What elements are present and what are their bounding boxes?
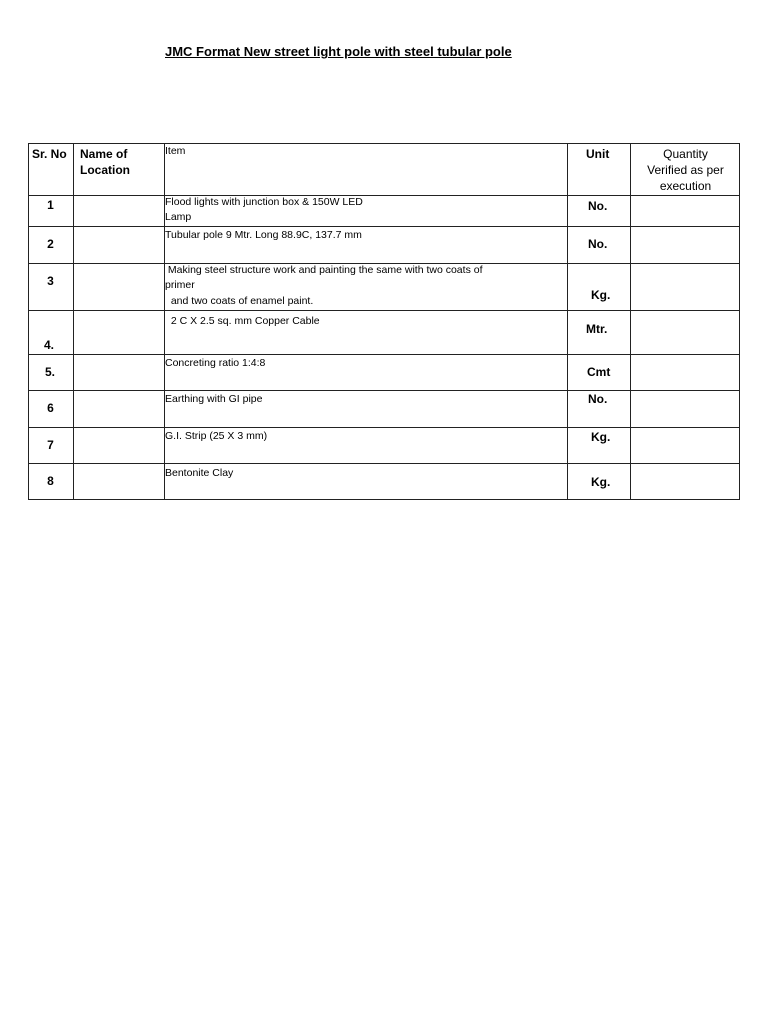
row-divider (28, 310, 740, 311)
row-sr: 7 (47, 438, 54, 452)
header-quantity-line1: Quantity (663, 147, 708, 161)
row-sr: 2 (47, 237, 54, 251)
document-title: JMC Format New street light pole with steel tubular pole (165, 44, 512, 59)
row-item: Lamp (165, 211, 192, 223)
column-divider (630, 143, 631, 500)
row-item: Concreting ratio 1:4:8 (165, 357, 266, 369)
row-unit: No. (588, 199, 608, 213)
header-quantity-line2: Verified as per (647, 163, 724, 177)
row-sr: 1 (47, 198, 54, 212)
header-unit: Unit (586, 147, 610, 161)
row-item: 2 C X 2.5 sq. mm Copper Cable (165, 315, 320, 327)
row-item: Bentonite Clay (165, 467, 234, 479)
column-divider (73, 143, 74, 500)
row-sr: 8 (47, 474, 54, 488)
row-unit: Mtr. (586, 322, 608, 336)
row-item: and two coats of enamel paint. (165, 295, 314, 307)
row-item: Making steel structure work and painting the same with two coats of (165, 264, 483, 276)
header-location-line2: Location (80, 163, 130, 177)
column-divider (567, 143, 568, 500)
row-item: Flood lights with junction box & 150W LED (165, 196, 363, 208)
row-item: Earthing with GI pipe (165, 393, 263, 405)
row-unit: No. (588, 392, 608, 406)
row-unit: No. (588, 237, 608, 251)
header-sr-no: Sr. No (32, 147, 67, 161)
jmc-table (28, 143, 740, 500)
row-unit: Kg. (591, 475, 611, 489)
row-divider (28, 354, 740, 355)
row-divider (28, 463, 740, 464)
row-divider (28, 195, 740, 196)
row-item: Tubular pole 9 Mtr. Long 88.9C, 137.7 mm (165, 229, 362, 241)
row-divider (28, 427, 740, 428)
row-unit: Kg. (591, 288, 611, 302)
row-sr: 3 (47, 274, 54, 288)
row-sr: 5. (45, 365, 56, 379)
row-unit: Kg. (591, 430, 611, 444)
header-item: Item (165, 145, 186, 157)
row-item: primer (165, 279, 195, 291)
row-divider (28, 226, 740, 227)
header-location-line1: Name of (80, 147, 128, 161)
row-divider (28, 390, 740, 391)
row-unit: Cmt (587, 365, 611, 379)
header-quantity-line3: execution (659, 179, 712, 193)
row-item: G.I. Strip (25 X 3 mm) (165, 430, 268, 442)
row-sr: 6 (47, 401, 54, 415)
row-sr: 4. (44, 338, 55, 352)
